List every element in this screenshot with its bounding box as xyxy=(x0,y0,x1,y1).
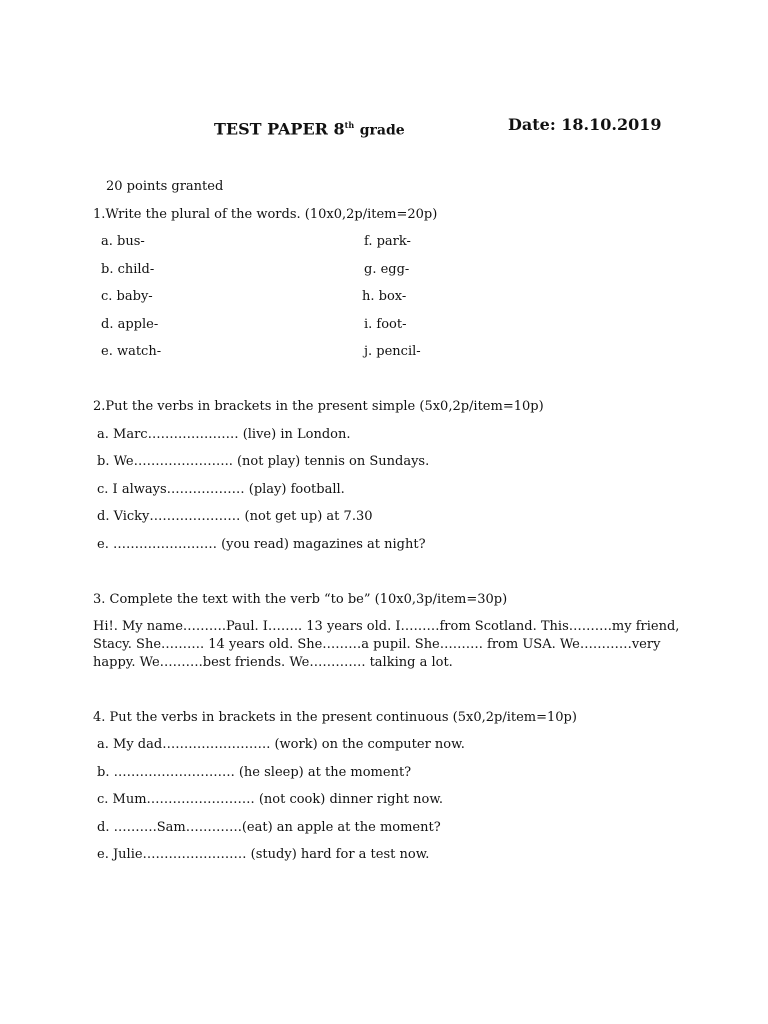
plural-item: c. baby- xyxy=(101,289,153,304)
exercise-3-heading: 3. Complete the text with the verb “to be” (10x0,3p/item=30p) xyxy=(93,592,508,607)
exercise-item: a. My dad……………………. (work) on the computer now. xyxy=(97,737,465,752)
exercise-item: e. Julie…………………… (study) hard for a test now. xyxy=(97,847,430,862)
exercise-item: b. ………………………. (he sleep) at the moment? xyxy=(97,765,412,780)
exercise-item: d. Vicky………………… (not get up) at 7.30 xyxy=(97,509,373,524)
plural-item: a. bus- xyxy=(101,234,145,249)
exercise-item: d. ……….Sam………….(eat) an apple at the moment? xyxy=(97,820,441,835)
plural-item: i. foot- xyxy=(364,317,407,332)
title-text: TEST PAPER 8 xyxy=(214,119,345,139)
plural-item: e. watch- xyxy=(101,344,162,359)
exercise-item: b. We………………….. (not play) tennis on Sundays. xyxy=(97,454,430,469)
exercise-1-heading: 1.Write the plural of the words. (10x0,2p/item=20p) xyxy=(93,207,438,222)
title-suffix: grade xyxy=(359,122,405,139)
exercise-4-heading: 4. Put the verbs in brackets in the present continuous (5x0,2p/item=10p) xyxy=(93,710,577,725)
exercise-item: e. …………………… (you read) magazines at night? xyxy=(97,537,426,552)
plural-item: b. child- xyxy=(101,262,155,277)
points-granted: 20 points granted xyxy=(106,179,224,194)
exercise-item: c. Mum……………………. (not cook) dinner right now. xyxy=(97,792,444,807)
title-superscript: th xyxy=(344,120,355,130)
exercise-3-text: Hi!. My name……….Paul. I…….. 13 years old. I………from Scotland. This……….my friend, Stacy. She………. 14 years old. She………a pupil. She………. from USA. We…………very happy. We……….best friends. We…………. talking a lot. xyxy=(93,619,680,670)
plural-item: d. apple- xyxy=(101,317,159,332)
plural-item: f. park- xyxy=(364,234,411,249)
plural-item: j. pencil- xyxy=(364,344,421,359)
plural-item: h. box- xyxy=(362,289,407,304)
exercise-item: a. Marc………………… (live) in London. xyxy=(97,427,351,442)
exercise-2-heading: 2.Put the verbs in brackets in the present simple (5x0,2p/item=10p) xyxy=(93,399,544,414)
test-date: Date: 18.10.2019 xyxy=(508,115,662,134)
page-title xyxy=(214,117,405,138)
exercise-item: c. I always……………… (play) football. xyxy=(97,482,345,497)
plural-item: g. egg- xyxy=(364,262,410,277)
